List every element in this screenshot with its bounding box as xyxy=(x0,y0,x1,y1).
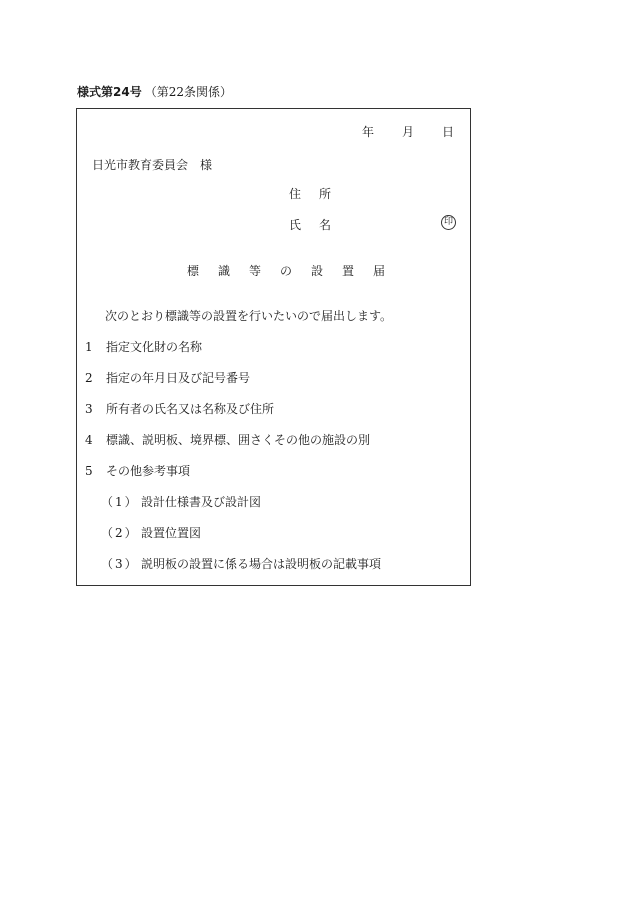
applicant-address-label: 住所 xyxy=(289,187,350,201)
form-heading xyxy=(77,83,232,100)
subitem-text: 設置位置図 xyxy=(141,526,202,540)
item-number: 5 xyxy=(85,464,93,478)
form-frame xyxy=(76,108,471,586)
subitem-number: （3） xyxy=(101,557,139,571)
form-number: 様式第24号 xyxy=(77,85,142,99)
list-item xyxy=(85,340,202,354)
item-number: 3 xyxy=(85,402,93,416)
date-year-label: 年 xyxy=(361,125,374,139)
date-day-label: 日 xyxy=(441,125,454,139)
sub-list-item xyxy=(101,557,381,571)
item-number: 4 xyxy=(85,433,93,447)
intro-text: 次のとおり標識等の設置を行いたいので届出します。 xyxy=(105,309,393,323)
item-text: 標識、説明板、境界標、囲さくその他の施設の別 xyxy=(106,433,371,447)
date-month-label: 月 xyxy=(401,125,414,139)
applicant-name-label: 氏名 xyxy=(289,218,350,232)
sub-list-item xyxy=(101,526,201,540)
item-text: 所有者の氏名又は名称及び住所 xyxy=(106,402,275,416)
subitem-text: 設計仕様書及び設計図 xyxy=(141,495,262,509)
item-text: 指定の年月日及び記号番号 xyxy=(106,371,251,385)
addressee: 日光市教育委員会 様 xyxy=(92,158,213,172)
list-item xyxy=(85,433,370,447)
subitem-text: 説明板の設置に係る場合は設明板の記載事項 xyxy=(141,557,382,571)
subitem-number: （1） xyxy=(101,495,139,509)
document-title: 標識等の設置届 xyxy=(187,264,405,278)
seal-mark: 印 xyxy=(441,215,456,230)
item-number: 2 xyxy=(85,371,93,385)
list-item xyxy=(85,464,190,478)
date-line xyxy=(362,125,454,139)
subitem-number: （2） xyxy=(101,526,139,540)
form-relation: （第22条関係） xyxy=(144,85,232,99)
item-text: その他参考事項 xyxy=(106,464,191,478)
item-text: 指定文化財の名称 xyxy=(106,340,203,354)
item-number: 1 xyxy=(85,340,93,354)
list-item xyxy=(85,371,250,385)
sub-list-item xyxy=(101,495,261,509)
list-item xyxy=(85,402,274,416)
